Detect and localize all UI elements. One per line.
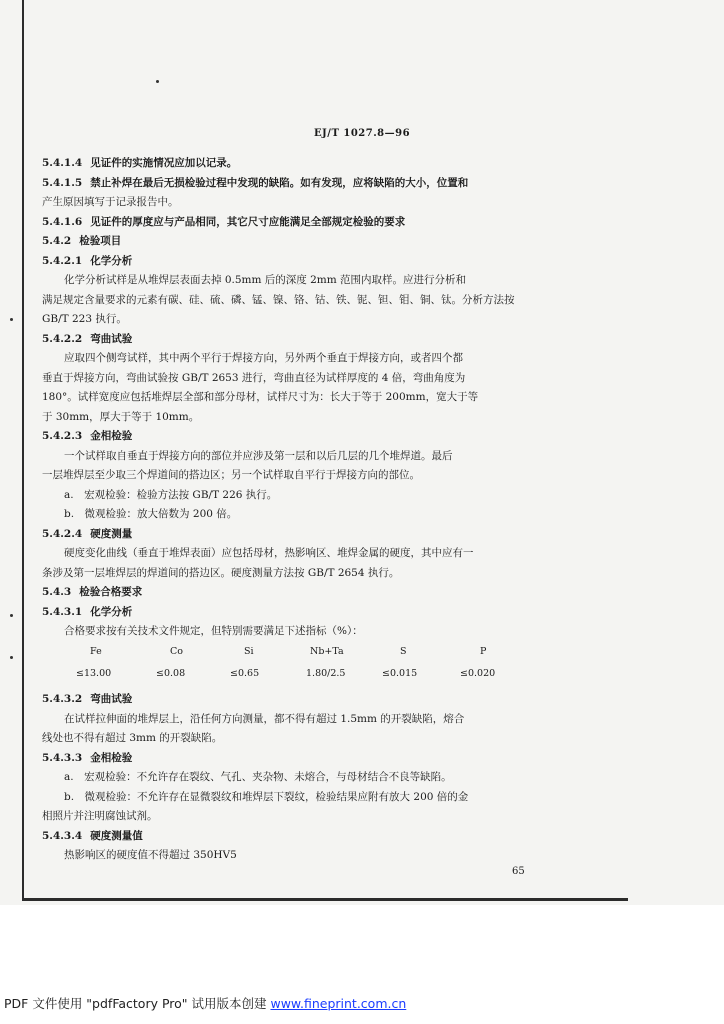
paragraph-text: 硬度变化曲线（垂直于堆焊表面）应包括母材，热影响区、堆焊金属的硬度，其中应有一 [64, 547, 474, 559]
paragraph-text: 应取四个侧弯试样，其中两个平行于焊接方向，另外两个垂直于焊接方向，或者四个都 [64, 352, 463, 364]
section-number: 5.4.2.4 [42, 527, 83, 540]
text-line [42, 846, 542, 866]
text-line [42, 369, 542, 389]
paragraph-text: 垂直于焊接方向，弯曲试验按 GB/T 2653 进行，弯曲直径为试样厚度的 4 倍，弯曲角度为 [42, 371, 466, 384]
table-header-cell: Nb+Ta [310, 646, 344, 657]
text-line [42, 310, 542, 330]
text-line [42, 729, 542, 749]
section-line [42, 252, 542, 272]
section-title: 禁止补焊在最后无损检验过程中发现的缺陷。如有发现，应将缺陷的大小，位置和 [90, 176, 469, 189]
text-line [42, 768, 542, 788]
section-title: 金相检验 [90, 751, 133, 764]
document-body [42, 154, 542, 642]
scan-speck [10, 318, 13, 321]
section-number: 5.4.3.2 [42, 693, 83, 705]
table-value-cell: ≤13.00 [76, 668, 112, 679]
text-line [42, 544, 542, 564]
section-title: 检验项目 [79, 235, 122, 247]
table-value-cell: ≤0.015 [382, 668, 418, 679]
paragraph-text: a. 宏观检验：检验方法按 GB/T 226 执行。 [64, 488, 278, 501]
section-line [42, 154, 542, 174]
section-number: 5.4.2.2 [42, 332, 83, 345]
section-number: 5.4.3.1 [42, 605, 83, 618]
section-title: 检验合格要求 [79, 586, 143, 598]
text-line [42, 622, 542, 642]
section-title: 见证件的实施情况应加以记录。 [90, 157, 238, 169]
table-value-cell: ≤0.020 [460, 668, 496, 679]
paragraph-text: GB/T 223 执行。 [42, 313, 127, 325]
section-number: 5.4.3.3 [42, 751, 83, 764]
text-line [42, 466, 542, 486]
paragraph-text: 线处也不得有超过 3mm 的开裂缺陷。 [42, 732, 223, 744]
section-line [42, 330, 542, 350]
section-line [42, 525, 542, 545]
table-value-cell: 1.80/2.5 [306, 668, 346, 679]
section-title: 金相检验 [90, 430, 133, 442]
section-line [42, 690, 542, 710]
paragraph-text: 相照片并注明腐蚀试剂。 [42, 810, 158, 822]
text-line [42, 408, 542, 428]
table-header-cell: Si [244, 646, 254, 657]
text-line [42, 447, 542, 467]
standard-header: EJ/T 1027.8—96 [313, 128, 411, 139]
section-line [42, 427, 542, 447]
text-line [42, 388, 542, 408]
section-title: 硬度测量 [90, 527, 133, 540]
section-title: 硬度测量值 [90, 829, 143, 842]
section-number: 5.4.1.5 [42, 176, 83, 189]
page-number: 65 [512, 866, 525, 877]
text-line [42, 505, 542, 525]
scan-speck [10, 614, 13, 617]
paragraph-text: 产生原因填写于记录报告中。 [42, 196, 179, 208]
paragraph-text: 满足规定含量要求的元素有碳、硅、硫、磷、锰、镍、铬、钴、铁、铌、钽、钼、铜、钛。分析方法按 [42, 293, 515, 306]
text-line [42, 486, 542, 506]
text-line [42, 349, 542, 369]
section-line [42, 603, 542, 623]
section-line [42, 232, 542, 252]
paragraph-text: 一层堆焊层至少取三个焊道间的搭边区；另一个试样取自平行于焊接方向的部位。 [42, 469, 420, 481]
scan-speck [156, 80, 159, 83]
paragraph-text: 180°。试样宽度应包括堆焊层全部和部分母材，试样尺寸为：长大于等于 200mm，宽大于等 [42, 391, 479, 403]
page-bottom-border [22, 898, 628, 901]
paragraph-text: 热影响区的硬度值不得超过 350HV5 [64, 849, 237, 861]
paragraph-text: 一个试样取自垂直于焊接方向的部位并应涉及第一层和以后几层的几个堆焊道。最后 [64, 449, 453, 462]
text-line [42, 193, 542, 213]
table-value-cell: ≤0.08 [156, 668, 186, 679]
text-line [42, 807, 542, 827]
section-number: 5.4.2.3 [42, 430, 83, 442]
section-line [42, 583, 542, 603]
section-line [42, 213, 542, 233]
section-number: 5.4.3 [42, 586, 72, 598]
section-number: 5.4.1.6 [42, 215, 83, 228]
footer-link[interactable]: www.fineprint.com.cn [270, 996, 407, 1011]
text-line [42, 788, 542, 808]
section-title: 弯曲试验 [90, 693, 133, 705]
section-title: 化学分析 [90, 605, 133, 618]
paragraph-text: 条涉及第一层堆焊层的焊道间的搭边区。硬度测量方法按 GB/T 2654 执行。 [42, 566, 400, 579]
section-line [42, 174, 542, 194]
section-title: 见证件的厚度应与产品相同，其它尺寸应能满足全部规定检验的要求 [90, 215, 406, 228]
paragraph-text: b. 微观检验：不允许存在显微裂纹和堆焊层下裂纹，检验结果应附有放大 200 倍的金 [64, 790, 469, 803]
section-number: 5.4.3.4 [42, 829, 83, 842]
section-line [42, 749, 542, 769]
table-header-cell: S [400, 646, 407, 657]
text-line [42, 710, 542, 730]
paragraph-text: 化学分析试样是从堆焊层表面去掉 0.5mm 后的深度 2mm 范围内取样。应进行分析和 [64, 274, 467, 286]
paragraph-text: a. 宏观检验：不允许存在裂纹、气孔、夹杂物、未熔合，与母材结合不良等缺陷。 [64, 771, 452, 783]
pdf-footer [4, 994, 406, 1012]
section-title: 弯曲试验 [90, 332, 133, 345]
document-body-continued [42, 690, 542, 866]
section-number: 5.4.1.4 [42, 157, 83, 169]
table-header-cell: Co [170, 646, 183, 657]
text-line [42, 564, 542, 584]
paragraph-text: b. 微观检验：放大倍数为 200 倍。 [64, 508, 238, 520]
footer-text: PDF 文件使用 "pdfFactory Pro" 试用版本创建 [4, 996, 271, 1011]
table-header-cell: P [480, 646, 487, 657]
text-line [42, 271, 542, 291]
section-title: 化学分析 [90, 254, 133, 267]
paragraph-text: 于 30mm，厚大于等于 10mm。 [42, 410, 200, 423]
table-value-cell: ≤0.65 [230, 668, 260, 679]
section-number: 5.4.2 [42, 235, 72, 247]
scan-speck [10, 656, 13, 659]
table-header-cell: Fe [90, 646, 102, 657]
paragraph-text: 合格要求按有关技术文件规定，但特别需要满足下述指标（%）： [64, 625, 363, 637]
paragraph-text: 在试样拉伸面的堆焊层上，沿任何方向测量，都不得有超过 1.5mm 的开裂缺陷，熔合 [64, 712, 465, 725]
section-number: 5.4.2.1 [42, 254, 83, 267]
section-line [42, 827, 542, 847]
text-line [42, 291, 542, 311]
